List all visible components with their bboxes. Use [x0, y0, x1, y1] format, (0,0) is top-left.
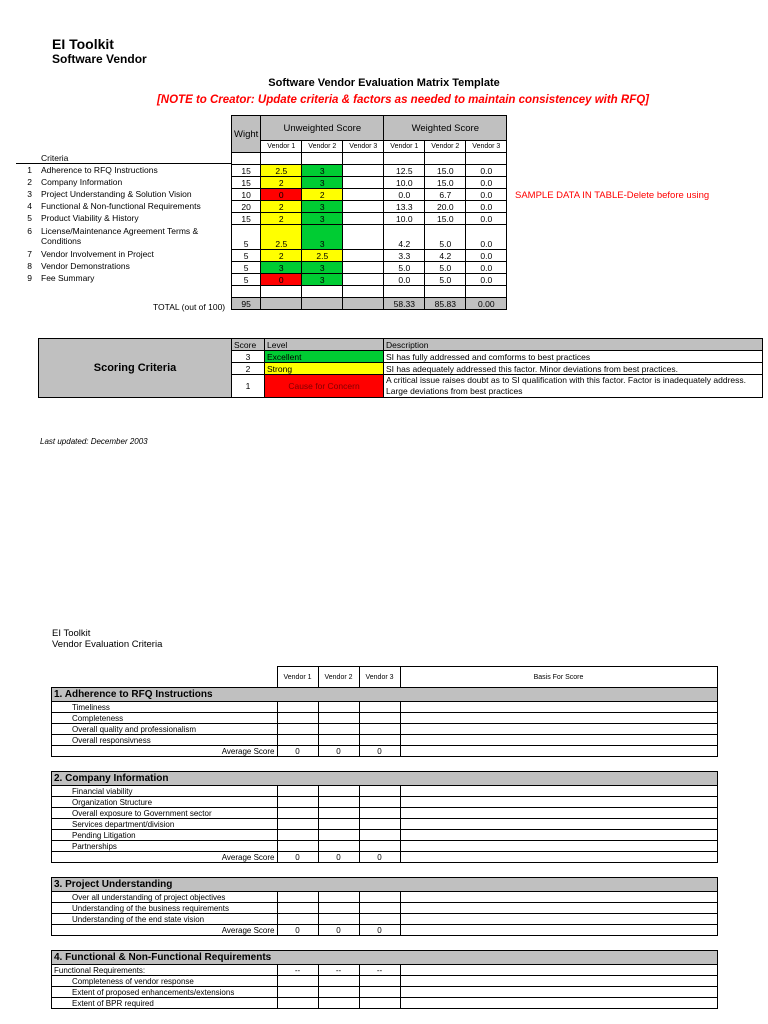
eval-item-label: Understanding of the business requirements [52, 903, 278, 914]
matrix-cell [466, 286, 507, 298]
vendor-score-cell: 0 [359, 746, 400, 757]
eval-item-row [52, 735, 718, 746]
spacer-cell [52, 757, 718, 772]
total-unweighted-cell [261, 298, 302, 310]
eval-item-label: Completeness [52, 713, 278, 724]
section-spacer [52, 936, 718, 951]
vendor-score-cell: 0 [277, 746, 318, 757]
vendor-score-cell [359, 841, 400, 852]
weighted-score-cell: 0.0 [466, 213, 507, 225]
weighted-score-cell: 10.0 [384, 213, 425, 225]
unweighted-score-cell: 3 [302, 274, 343, 286]
vendor-col: Vendor 1 [261, 141, 302, 153]
criteria-label-text: Fee Summary [41, 273, 95, 283]
criteria-number: 3 [27, 189, 32, 199]
vendor-score-cell [359, 830, 400, 841]
weighted-score-cell: 0.0 [384, 189, 425, 201]
weight-cell: 5 [232, 225, 261, 250]
criteria-number: 1 [27, 165, 32, 175]
matrix-row [232, 286, 507, 298]
matrix-row [232, 201, 507, 213]
vendor-score-cell [318, 735, 359, 746]
weighted-score-cell: 3.3 [384, 250, 425, 262]
unweighted-score-cell: 2 [261, 201, 302, 213]
weighted-score-cell: 0.0 [466, 189, 507, 201]
basis-cell [400, 998, 717, 1009]
weight-cell: 5 [232, 262, 261, 274]
score-value: 3 [232, 351, 265, 363]
eval-item-row [52, 976, 718, 987]
basis-cell [400, 746, 717, 757]
vendor-score-cell [277, 735, 318, 746]
vendor-score-cell [318, 841, 359, 852]
criteria-item [16, 261, 130, 271]
unweighted-score-cell [343, 201, 384, 213]
weighted-score-cell: 20.0 [425, 201, 466, 213]
level-concern: Cause for Concern [265, 375, 384, 398]
weighted-score-cell: 4.2 [384, 225, 425, 250]
eval-item-row [52, 724, 718, 735]
criteria-number: 5 [27, 213, 32, 223]
eval-item-row [52, 808, 718, 819]
total-weighted-score: 85.83 [425, 298, 466, 310]
vendor-col: Vendor 2 [425, 141, 466, 153]
vendor-score-cell: 0 [277, 925, 318, 936]
matrix-cell [343, 153, 384, 165]
vendor-score-cell [318, 724, 359, 735]
vendor-score-cell [318, 987, 359, 998]
eval-item-row [52, 713, 718, 724]
eval-item-row [52, 987, 718, 998]
vendor-score-cell [318, 808, 359, 819]
unweighted-score-cell: 3 [302, 262, 343, 274]
toolkit-subtitle: Software Vendor [52, 52, 147, 66]
vendor-score-cell [277, 724, 318, 735]
vendor-score-cell [277, 786, 318, 797]
basis-cell [400, 852, 717, 863]
matrix-row [232, 153, 507, 165]
section-title: 3. Project Understanding [52, 878, 718, 892]
unweighted-score-cell [343, 225, 384, 250]
unweighted-score-cell: 3 [302, 165, 343, 177]
vendor-score-cell [277, 976, 318, 987]
weighted-score-cell: 5.0 [425, 262, 466, 274]
basis-header: Basis For Score [400, 667, 717, 688]
vendor-score-cell [318, 998, 359, 1009]
unweighted-score-cell: 3 [302, 213, 343, 225]
eval-item-row [52, 841, 718, 852]
matrix-cell [425, 286, 466, 298]
section-spacer [52, 863, 718, 878]
matrix-row [232, 274, 507, 286]
weighted-score-cell: 5.0 [425, 274, 466, 286]
vendor-score-cell: 0 [359, 925, 400, 936]
matrix-total-row [232, 298, 507, 310]
average-score-label: Average Score [52, 852, 278, 863]
vendor-score-cell [359, 903, 400, 914]
vendor-score-cell [359, 976, 400, 987]
basis-cell [400, 903, 717, 914]
vendor-score-cell [277, 892, 318, 903]
eval-item-label: Financial viability [52, 786, 278, 797]
basis-cell [400, 735, 717, 746]
vendor-score-cell [277, 797, 318, 808]
unweighted-score-cell: 2 [302, 189, 343, 201]
eval-item-label: Overall quality and professionalism [52, 724, 278, 735]
unweighted-score-cell [343, 213, 384, 225]
weight-cell: 10 [232, 189, 261, 201]
matrix-row [232, 250, 507, 262]
unweighted-score-cell [343, 274, 384, 286]
score-header: Score [232, 339, 265, 351]
vendor-score-cell [277, 903, 318, 914]
criteria-number: 4 [27, 201, 32, 211]
eval-item-label: Extent of BPR required [52, 998, 278, 1009]
vendor-score-cell [277, 819, 318, 830]
description-header: Description [384, 339, 763, 351]
eval-item-row [52, 702, 718, 713]
eval-section-header [52, 878, 718, 892]
matrix-row [232, 262, 507, 274]
criteria-item [16, 273, 94, 283]
weight-cell: 15 [232, 165, 261, 177]
vendor-score-cell [318, 976, 359, 987]
spacer-cell [52, 936, 718, 951]
unweighted-score-cell [343, 177, 384, 189]
matrix-title: Software Vendor Evaluation Matrix Template [268, 77, 500, 89]
matrix-cell [232, 286, 261, 298]
level-description: SI has fully addressed and comforms to best practices [384, 351, 763, 363]
sample-data-note: SAMPLE DATA IN TABLE-Delete before using [515, 190, 710, 201]
criteria-label-text: Adherence to RFQ Instructions [41, 165, 158, 175]
matrix-cell [261, 286, 302, 298]
eval-item-label: Services department/division [52, 819, 278, 830]
level-header: Level [265, 339, 384, 351]
eval-item-row [52, 797, 718, 808]
weight-header: Wight [232, 116, 261, 153]
vendor-col: Vendor 3 [343, 141, 384, 153]
weighted-score-cell: 5.0 [384, 262, 425, 274]
eval-item-label: Completeness of vendor response [52, 976, 278, 987]
vendor-score-cell: 0 [318, 746, 359, 757]
matrix-cell [384, 153, 425, 165]
vendor-score-cell [359, 735, 400, 746]
weighted-score-cell: 12.5 [384, 165, 425, 177]
eval-item-label: Overall responsivness [52, 735, 278, 746]
criteria-label-text: Conditions [41, 236, 82, 246]
spacer-cell [52, 863, 718, 878]
criteria-item [16, 213, 139, 223]
criteria-label-text: Vendor Involvement in Project [41, 249, 154, 259]
vendor-score-cell: 0 [359, 852, 400, 863]
criteria-item [16, 226, 198, 246]
matrix-cell [425, 153, 466, 165]
vendor-score-cell: -- [359, 965, 400, 976]
vendor-score-cell [318, 786, 359, 797]
unweighted-score-cell [343, 165, 384, 177]
matrix-cell [384, 286, 425, 298]
vendor-score-cell [359, 998, 400, 1009]
vendor-score-cell [277, 841, 318, 852]
total-weighted-score: 58.33 [384, 298, 425, 310]
basis-cell [400, 976, 717, 987]
scoring-criteria-table [38, 338, 763, 398]
vendor-score-cell [318, 914, 359, 925]
criteria-label-text: Project Understanding & Solution Vision [41, 189, 192, 199]
matrix-row [232, 177, 507, 189]
vendor-score-cell [318, 713, 359, 724]
basis-cell [400, 808, 717, 819]
vendor-score-cell [277, 830, 318, 841]
criteria-label-text: Company Information [41, 177, 123, 187]
total-label: TOTAL (out of 100) [153, 302, 226, 312]
unweighted-score-cell: 3 [302, 177, 343, 189]
unweighted-score-cell: 3 [302, 201, 343, 213]
eval-subheader-row [52, 965, 718, 976]
matrix-cell [302, 153, 343, 165]
criteria-item [16, 177, 122, 187]
section-title: 1. Adherence to RFQ Instructions [52, 688, 718, 702]
basis-cell [400, 925, 717, 936]
eval-section-header [52, 951, 718, 965]
scoring-criteria-title: Scoring Criteria [39, 339, 232, 398]
vendor-score-cell: 0 [318, 925, 359, 936]
vendor-score-cell [277, 808, 318, 819]
criteria-label-text: Functional & Non-functional Requirements [41, 201, 201, 211]
unweighted-score-cell: 2.5 [261, 165, 302, 177]
vendor-score-cell: 0 [277, 852, 318, 863]
total-unweighted-cell [343, 298, 384, 310]
weight-cell: 15 [232, 177, 261, 189]
basis-cell [400, 819, 717, 830]
score-value: 2 [232, 363, 265, 375]
unweighted-score-cell [343, 262, 384, 274]
basis-cell [400, 702, 717, 713]
eval-item-row [52, 914, 718, 925]
basis-cell [400, 914, 717, 925]
weighted-score-cell: 0.0 [466, 262, 507, 274]
subheader-label: Functional Requirements: [52, 965, 278, 976]
weighted-score-cell: 4.2 [425, 250, 466, 262]
vendor-score-cell [359, 797, 400, 808]
basis-cell [400, 713, 717, 724]
basis-cell [400, 830, 717, 841]
criteria-number: 8 [27, 261, 32, 271]
weight-cell: 5 [232, 274, 261, 286]
section-title: 2. Company Information [52, 772, 718, 786]
level-strong: Strong [265, 363, 384, 375]
vendor-col: Vendor 3 [466, 141, 507, 153]
weighted-score-cell: 15.0 [425, 213, 466, 225]
basis-cell [400, 987, 717, 998]
basis-cell [400, 841, 717, 852]
eval-item-label: Pending Litigation [52, 830, 278, 841]
vendor-score-cell [359, 724, 400, 735]
criteria-label: Criteria [41, 153, 69, 163]
matrix-row [232, 225, 507, 250]
vendor-score-cell [359, 892, 400, 903]
eval-item-row [52, 903, 718, 914]
matrix-cell [232, 153, 261, 165]
average-score-label: Average Score [52, 746, 278, 757]
criteria-item [16, 201, 201, 211]
evaluation-matrix [231, 115, 507, 310]
vendor-score-cell: 0 [318, 852, 359, 863]
matrix-cell [466, 153, 507, 165]
last-updated: Last updated: December 2003 [40, 437, 148, 446]
total-weighted-score: 0.00 [466, 298, 507, 310]
weight-cell: 20 [232, 201, 261, 213]
criteria-number: 2 [27, 177, 32, 187]
unweighted-score-cell: 3 [261, 262, 302, 274]
average-score-row [52, 925, 718, 936]
unweighted-score-cell [343, 250, 384, 262]
eval-section-header [52, 772, 718, 786]
weighted-score-cell: 0.0 [466, 165, 507, 177]
criteria-label-text: License/Maintenance Agreement Terms & [41, 226, 199, 236]
criteria-item [16, 165, 158, 175]
matrix-row [232, 213, 507, 225]
vendor-score-cell [359, 819, 400, 830]
eval-item-label: Overall exposure to Government sector [52, 808, 278, 819]
average-score-row [52, 852, 718, 863]
average-score-label: Average Score [52, 925, 278, 936]
unweighted-score-cell: 2 [261, 213, 302, 225]
weighted-score-cell: 0.0 [466, 274, 507, 286]
vendor-score-cell [359, 914, 400, 925]
vendor-score-cell [359, 808, 400, 819]
toolkit-title: EI Toolkit [52, 36, 114, 52]
vendor-score-cell [318, 702, 359, 713]
weighted-header: Weighted Score [384, 116, 507, 141]
criteria-number: 6 [27, 226, 32, 236]
unweighted-score-cell: 0 [261, 274, 302, 286]
total-weight: 95 [232, 298, 261, 310]
vendor-score-cell [277, 914, 318, 925]
unweighted-score-cell [343, 189, 384, 201]
vendor-score-cell [359, 702, 400, 713]
criteria-item [16, 189, 192, 199]
eval-item-row [52, 819, 718, 830]
vendor-score-cell [318, 903, 359, 914]
vendor-score-cell [318, 892, 359, 903]
eval-item-row [52, 786, 718, 797]
unweighted-score-cell: 2 [261, 250, 302, 262]
matrix-cell [343, 286, 384, 298]
weighted-score-cell: 0.0 [384, 274, 425, 286]
eval-item-label: Partnerships [52, 841, 278, 852]
eval-item-label: Extent of proposed enhancements/extensions [52, 987, 278, 998]
unweighted-score-cell: 3 [302, 225, 343, 250]
vendor-score-cell [277, 702, 318, 713]
vendor-score-cell [318, 819, 359, 830]
eval-title: Vendor Evaluation Criteria [52, 639, 163, 650]
weighted-score-cell: 13.3 [384, 201, 425, 213]
basis-cell [400, 724, 717, 735]
basis-cell [400, 797, 717, 808]
vendor-col: Vendor 3 [359, 667, 400, 688]
section-spacer [52, 757, 718, 772]
vendor-score-cell [359, 987, 400, 998]
weighted-score-cell: 10.0 [384, 177, 425, 189]
eval-item-label: Over all understanding of project objectives [52, 892, 278, 903]
vendor-score-cell: -- [318, 965, 359, 976]
matrix-row [232, 165, 507, 177]
vendor-col: Vendor 1 [277, 667, 318, 688]
vendor-score-cell: -- [277, 965, 318, 976]
unweighted-score-cell: 2.5 [302, 250, 343, 262]
criteria-number: 7 [27, 249, 32, 259]
total-unweighted-cell [302, 298, 343, 310]
eval-toolkit-title: EI Toolkit [52, 628, 91, 639]
creator-note: [NOTE to Creator: Update criteria & factors as needed to maintain consistencey with RFQ] [156, 94, 650, 106]
unweighted-header: Unweighted Score [261, 116, 384, 141]
basis-cell [400, 786, 717, 797]
weighted-score-cell: 15.0 [425, 165, 466, 177]
criteria-item [16, 249, 154, 259]
criteria-label-text: Vendor Demonstrations [41, 261, 130, 271]
weighted-score-cell: 0.0 [466, 225, 507, 250]
vendor-score-cell [277, 713, 318, 724]
vendor-col: Vendor 2 [302, 141, 343, 153]
vendor-score-cell [318, 830, 359, 841]
level-description: A critical issue raises doubt as to SI qualification with this factor. Factor is inadequately address. Large deviations from best practices [384, 375, 763, 398]
criteria-label-text: Product Viability & History [41, 213, 139, 223]
vendor-evaluation-table [51, 666, 718, 1009]
weighted-score-cell: 0.0 [466, 177, 507, 189]
section-title: 4. Functional & Non-Functional Requirements [52, 951, 718, 965]
eval-item-label: Timeliness [52, 702, 278, 713]
eval-item-label: Understanding of the end state vision [52, 914, 278, 925]
weighted-score-cell: 0.0 [466, 201, 507, 213]
vendor-score-cell [277, 998, 318, 1009]
weight-cell: 5 [232, 250, 261, 262]
eval-section-header [52, 688, 718, 702]
weighted-score-cell: 15.0 [425, 177, 466, 189]
basis-cell [400, 965, 717, 976]
criteria-number: 9 [27, 273, 32, 283]
vendor-score-cell [359, 713, 400, 724]
unweighted-score-cell: 2 [261, 177, 302, 189]
eval-item-row [52, 998, 718, 1009]
weighted-score-cell: 5.0 [425, 225, 466, 250]
eval-item-row [52, 830, 718, 841]
eval-item-label: Organization Structure [52, 797, 278, 808]
vendor-col: Vendor 1 [384, 141, 425, 153]
criteria-divider [16, 163, 231, 164]
vendor-score-cell [277, 987, 318, 998]
weight-cell: 15 [232, 213, 261, 225]
score-value: 1 [232, 375, 265, 398]
vendor-score-cell [359, 786, 400, 797]
unweighted-score-cell: 0 [261, 189, 302, 201]
matrix-row [232, 189, 507, 201]
level-description: SI has adequately addressed this factor. Minor deviations from best practices. [384, 363, 763, 375]
weighted-score-cell: 6.7 [425, 189, 466, 201]
vendor-col: Vendor 2 [318, 667, 359, 688]
level-excellent: Excellent [265, 351, 384, 363]
eval-corner [52, 667, 278, 688]
basis-cell [400, 892, 717, 903]
eval-item-row [52, 892, 718, 903]
unweighted-score-cell: 2.5 [261, 225, 302, 250]
average-score-row [52, 746, 718, 757]
weighted-score-cell: 0.0 [466, 250, 507, 262]
matrix-cell [302, 286, 343, 298]
matrix-cell [261, 153, 302, 165]
vendor-score-cell [318, 797, 359, 808]
